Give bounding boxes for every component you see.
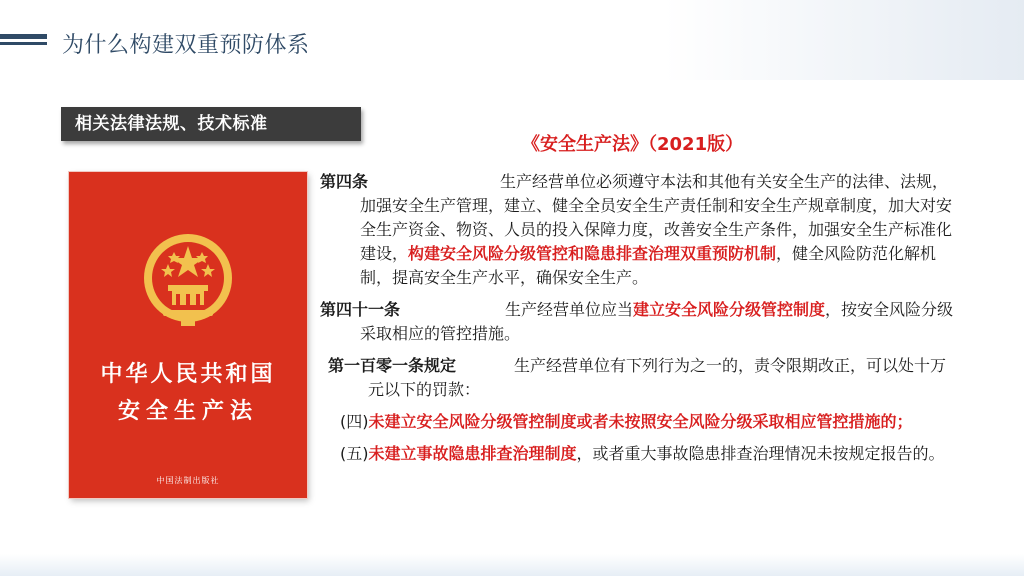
item-5-prefix: (五) bbox=[340, 444, 369, 463]
item-5-highlight: 未建立事故隐患排查治理制度 bbox=[368, 444, 577, 463]
page-title: 为什么构建双重预防体系 bbox=[62, 33, 310, 58]
article-101 bbox=[328, 354, 960, 402]
article-4-highlight: 构建安全风险分级管控和隐患排查治理双重预防机制 bbox=[408, 244, 777, 263]
article-41-label: 第四十一条 bbox=[320, 300, 401, 319]
book-title-line1: 中华人民共和国 bbox=[100, 361, 276, 387]
item-4-prefix: (四) bbox=[340, 412, 369, 431]
article-101-text: 生产经营单位有下列行为之一的，责令限期改正，可以处十万元以下的罚款： bbox=[368, 356, 947, 399]
article-41-highlight: 建立安全风险分级管控制度 bbox=[633, 300, 826, 319]
law-heading: 《安全生产法》（2021版） bbox=[522, 134, 744, 155]
bottom-gradient-band bbox=[0, 554, 1024, 576]
article-41-text1: 生产经营单位应当 bbox=[505, 300, 634, 319]
item-4-highlight: 未建立安全风险分级管控制度或者未按照安全风险分级采取相应管控措施的； bbox=[368, 412, 913, 431]
law-text-area bbox=[320, 170, 960, 474]
article-101-label: 第一百零一条规定 bbox=[328, 356, 457, 375]
section-label: 相关法律法规、技术标准 bbox=[61, 107, 361, 141]
header-gradient bbox=[664, 0, 1024, 80]
book-cover-image bbox=[69, 172, 307, 498]
header-accent-bar bbox=[0, 34, 47, 39]
item-5 bbox=[340, 442, 960, 466]
item-4 bbox=[340, 410, 960, 434]
article-4-text2: ，健全风险防范化解机制，提高安全生产水平，确保安全生产。 bbox=[360, 244, 937, 287]
article-41 bbox=[320, 298, 960, 346]
article-41-text2: ，按安全风险分级采取相应的管控措施。 bbox=[360, 300, 954, 343]
article-4-label: 第四条 bbox=[320, 172, 369, 191]
header-accent-bar-thin bbox=[0, 42, 47, 45]
article-4 bbox=[320, 170, 960, 290]
national-emblem-icon bbox=[141, 230, 235, 330]
book-title-line2: 安全生产法 bbox=[117, 398, 258, 424]
book-publisher: 中国法制出版社 bbox=[156, 476, 220, 485]
item-5-text: ，或者重大事故隐患排查治理情况未按规定报告的。 bbox=[576, 444, 945, 463]
article-4-text1: 生产经营单位必须遵守本法和其他有关安全生产的法律、法规，加强安全生产管理，建立、健全全员安全生产责任制和安全生产规章制度，加大对安全生产资金、物资、人员的投入保障力度，改善安全生产条件，加强安全生产标准化建设， bbox=[360, 172, 953, 263]
